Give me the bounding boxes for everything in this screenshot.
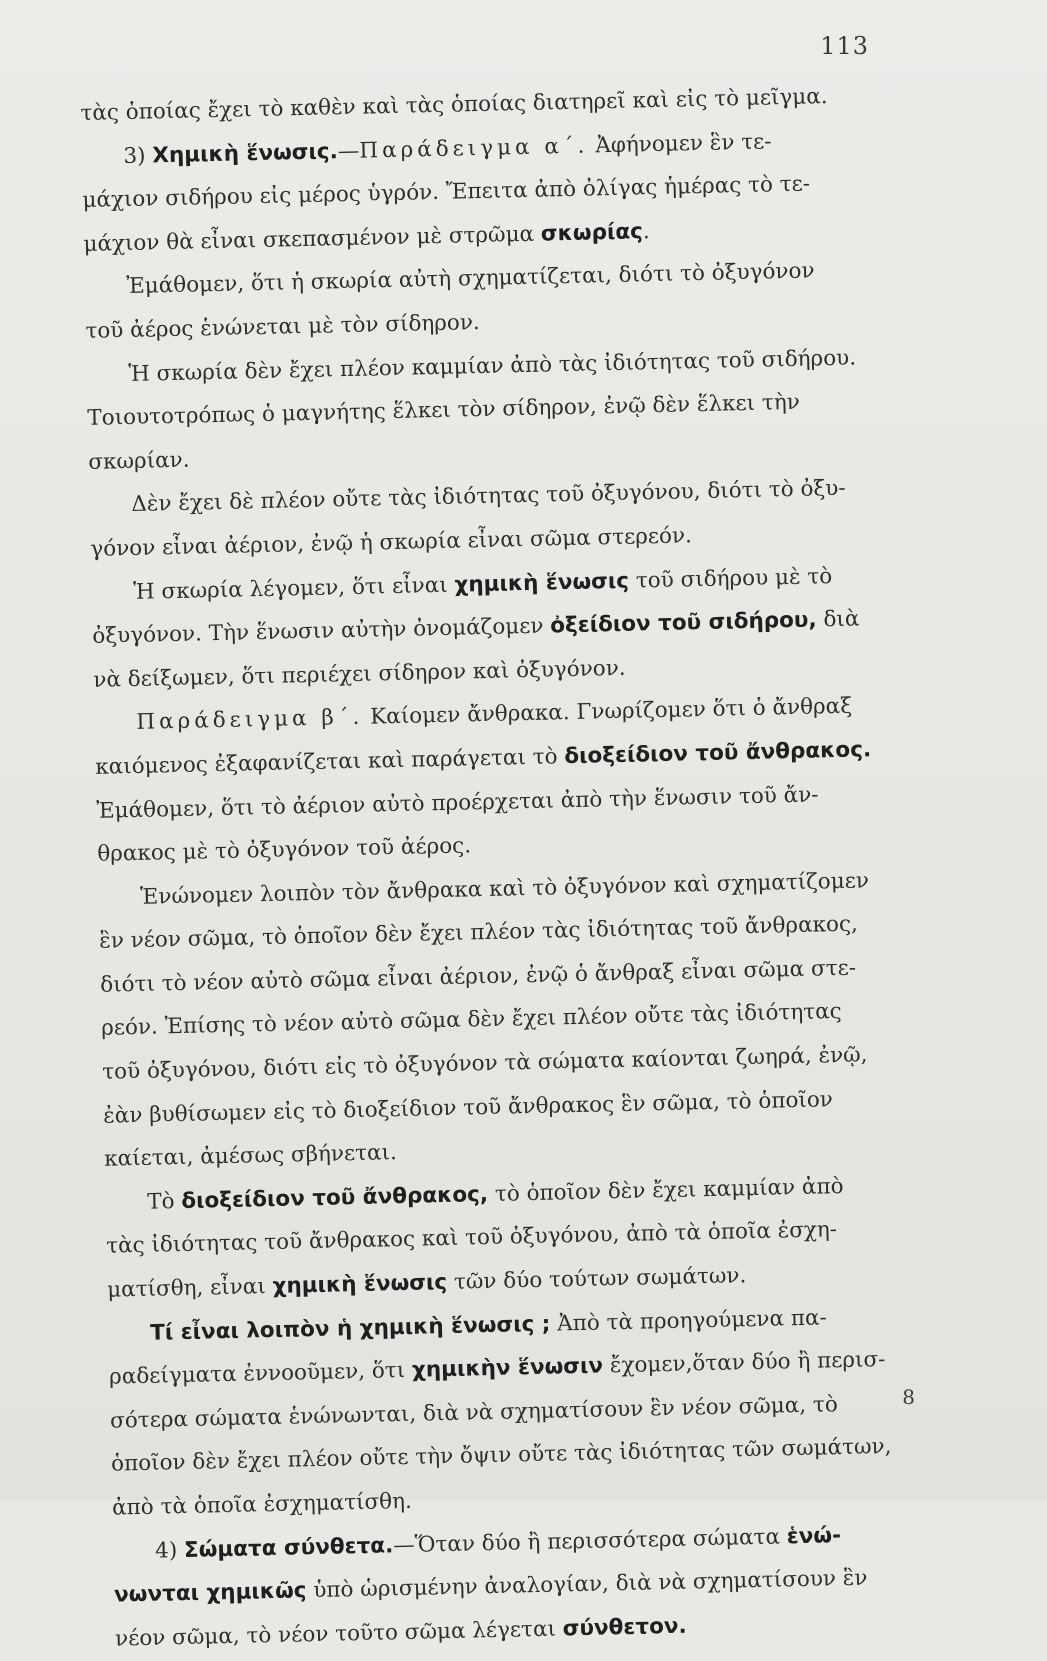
text-fragment: ἔχομεν,ὅταν δύο ἢ περισ- [602,1347,886,1379]
term-compound: σύνθετον. [562,1613,687,1642]
text-line: μάχιον σιδήρου εἰς μέρος ὑγρόν. Ἔπειτα ἀπὸ ὀλίγας ἡμέρας τὸ τε- [82,171,811,214]
text-fragment: ὑπὸ ὡρισμένην ἀναλογίαν, διὰ νὰ σχηματίσουν ἓν [306,1565,868,1604]
text-fragment: νέον σῶμα, τὸ νέον τοῦτο σῶμα λέγεται [114,1616,563,1652]
text-fragment: ὀξυγόνον. Τὴν ἕνωσιν αὐτὴν ὀνομάζομεν [92,613,551,649]
text-line: Ἐμάθομεν, ὅτι τὸ ἀέριον αὐτὸ προέρχεται ἀπὸ τὴν ἕνωσιν τοῦ ἄν- [96,781,819,824]
text-fragment: ματίσθη, εἶναι [106,1273,273,1303]
example-label-a: Παράδειγμα α΄. [359,133,589,164]
dash: — [337,138,360,164]
text-fragment: . [642,218,650,245]
text-line: νὰ δείξωμεν, ὅτι περιέχει σίδηρον καὶ ὀξυγόνον. [93,655,626,693]
text-line: θρακος μὲ τὸ ὀξυγόνον τοῦ ἀέρος. [97,833,472,867]
page-body-text [80,72,975,1660]
text-line: τὰς ἰδιότητας τοῦ ἄνθρακος καὶ τοῦ ὀξυγόνου, ἀπὸ τὰ ὁποῖα ἐσχη- [105,1217,838,1260]
text-line: σότερα σώματα ἑνώνωνται, διὰ νὰ σχηματίσουν ἓν νέον σῶμα, τὸ [109,1391,839,1434]
text-fragment: Καίομεν ἄνθρακα. Γνωρίζομεν ὅτι ὁ ἄνθραξ [363,693,853,731]
text-fragment: Ἀπὸ τὰ προηγούμενα πα- [550,1305,828,1337]
text-fragment: Ἡ σκωρία λέγομεν, ὅτι εἶναι [133,572,455,605]
text-fragment: —Ὅταν δύο ἢ περισσότερα σώματα [392,1523,788,1558]
text-fragment: τῶν δύο τούτων σωμάτων. [446,1263,747,1296]
text-line: διότι τὸ νέον αὐτὸ σῶμα εἶναι ἀέριον, ἐνῷ ὁ ἄνθραξ εἶναι σῶμα στε- [99,955,857,998]
text-fragment: Ἀφήνομεν ἓν τε- [588,128,772,159]
text-line: τοῦ ὀξυγόνου, διότι εἰς τὸ ὀξυγόνον τὰ σώματα καίονται ζωηρά, ἐνῷ, [101,1042,868,1085]
term-iron-oxide: ὀξείδιον τοῦ σιδήρου, [549,607,817,639]
term-chemical-compound: χημικὴ ἕνωσις [454,568,630,598]
text-line: καίεται, ἀμέσως σβήνεται. [103,1140,398,1172]
page-number: 113 [820,32,869,60]
term-chemically: νωνται χημικῶς [113,1578,307,1608]
text-line: τοῦ ἀέρος ἑνώνεται μὲ τὸν σίδηρον. [85,309,481,344]
term-chemical-compound: χημικὴ ἕνωσις [272,1270,448,1299]
text-fragment: ραδείγματα ἐννοοῦμεν, ὅτι [108,1358,413,1390]
text-fragment: τὸ ὁποῖον δὲν ἔχει καμμίαν ἀπὸ [487,1173,844,1207]
section-number: 3) [123,142,153,169]
section-number: 4) [154,1537,185,1564]
section-title-compound-bodies: Σώματα σύνθετα. [183,1532,394,1563]
text-fragment: τοῦ σιδήρου μὲ τὸ [628,563,833,594]
text-line: ὁποῖον δὲν ἔχει πλέον οὔτε τὴν ὄψιν οὔτε τὰς ἰδιότητας τῶν σωμάτων, [110,1434,892,1478]
term-chemical-compound: χημικὴν ἕνωσιν [411,1353,604,1384]
text-line: Τοιουτοτρόπως ὁ μαγνήτης ἕλκει τὸν σίδηρον, ἐνῷ δὲν ἕλκει τὴν [87,389,801,432]
example-label-b: Παράδειγμα β΄. [136,705,364,736]
text-fragment: καιόμενος ἐξαφανίζεται καὶ παράγεται τὸ [95,744,565,780]
text-fragment: μάχιον θὰ εἶναι σκεπασμένον μὲ στρῶμα [83,221,542,257]
term-carbon-dioxide: διοξείδιον τοῦ ἄνθρακος, [181,1181,489,1214]
text-fragment: Τὸ [146,1188,182,1215]
text-line: Ἐμάθομεν, ὅτι ἡ σκωρία αὐτὴ σχηματίζεται, διότι τὸ ὀξυγόνον [126,258,815,300]
text-line: Ἡ σκωρία δὲν ἔχει πλέον καμμίαν ἀπὸ τὰς ἰδιότητας τοῦ σιδήρου. [128,345,857,387]
text-line: ἓν νέον σῶμα, τὸ ὁποῖον δὲν ἔχει πλέον τὰς ἰδιότητας τοῦ ἄνθρακος, [98,911,859,955]
text-line: ἐὰν βυθίσωμεν εἰς τὸ διοξείδιον τοῦ ἄνθρακος ἓν σῶμα, τὸ ὁποῖον [102,1086,834,1129]
term-skoria: σκωρίας [540,219,644,247]
question-what-is-chemical-compound: Τί εἶναι λοιπὸν ἡ χημικὴ ἕνωσις ; [149,1311,551,1346]
section-title-chemical-compound: Χημικὴ ἕνωσις. [152,138,339,168]
text-line: Δὲν ἔχει δὲ πλέον οὔτε τὰς ἰδιότητας τοῦ ὀξυγόνου, διότι τὸ ὀξυ- [131,476,846,518]
text-line: ρεόν. Ἐπίσης τὸ νέον αὐτὸ σῶμα δὲν ἔχει πλέον οὔτε τὰς ἰδιότητας [100,999,842,1042]
text-line: σκωρίαν. [88,447,190,475]
text-line: γόνον εἶναι ἀέριον, ἐνῷ ἡ σκωρία εἶναι σῶμα στερεόν. [90,523,693,562]
term-carbon-dioxide: διοξείδιον τοῦ ἄνθρακος. [564,737,872,770]
term-unite: ἑνώ- [786,1522,842,1549]
printer-signature-number: 8 [902,1385,915,1409]
text-fragment: διὰ [816,606,860,633]
text-line: Ἑνώνομεν λοιπὸν τὸν ἄνθρακα καὶ τὸ ὀξυγόνον καὶ σχηματίζομεν [139,867,870,910]
text-line: τὰς ὁποίας ἔχει τὸ καθὲν καὶ τὰς ὁποίας διατηρεῖ καὶ εἰς τὸ μεῖγμα. [80,84,828,126]
text-line: ἀπὸ τὰ ὁποῖα ἐσχηματίσθη. [111,1488,413,1521]
